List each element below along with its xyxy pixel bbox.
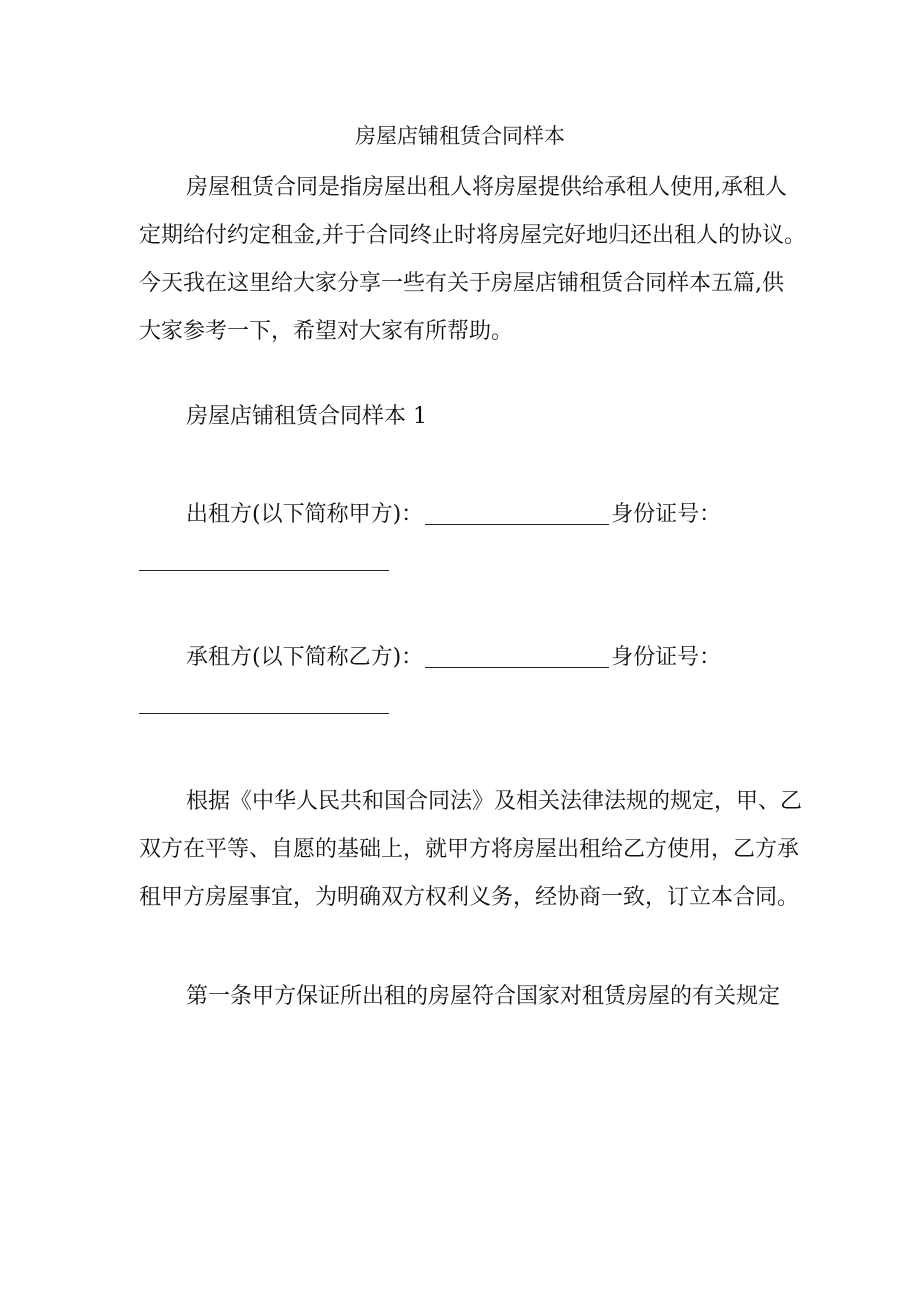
intro-line-3: 今天我在这里给大家分享一些有关于房屋店铺租赁合同样本五篇,供 — [139, 271, 784, 296]
lessor-label: 出租方(以下简称甲方)： — [186, 502, 424, 527]
basis-line-3: 租甲方房屋事宜，为明确双方权利义务，经协商一致，订立本合同。 — [139, 885, 800, 910]
lessee-line — [186, 642, 721, 674]
basis-line-2: 双方在平等、自愿的基础上，就甲方将房屋出租给乙方使用，乙方承 — [139, 837, 800, 862]
lessor-name-blank[interactable] — [425, 502, 609, 525]
lessor-id-label: 身份证号： — [611, 502, 722, 527]
lessor-id-blank[interactable] — [139, 570, 389, 571]
lessee-id-label: 身份证号： — [611, 645, 722, 670]
document-title: 房屋店铺租赁合同样本 — [355, 124, 565, 148]
intro-line-4: 大家参考一下，希望对大家有所帮助。 — [139, 319, 514, 344]
intro-line-2: 定期给付约定租金,并于合同终止时将房屋完好地归还出租人的协议。 — [139, 223, 806, 248]
article-1: 第一条甲方保证所出租的房屋符合国家对租赁房屋的有关规定 — [186, 984, 781, 1009]
lessor-line — [186, 499, 721, 531]
lessee-name-blank[interactable] — [425, 645, 609, 668]
intro-line-1: 房屋租赁合同是指房屋出租人将房屋提供给承租人使用,承租人 — [186, 175, 787, 200]
section-title: 房屋店铺租赁合同样本 1 — [186, 404, 427, 429]
lessee-label: 承租方(以下简称乙方)： — [186, 645, 424, 670]
basis-line-1: 根据《中华人民共和国合同法》及相关法律法规的规定，甲、乙 — [186, 789, 803, 814]
lessee-id-blank[interactable] — [139, 713, 389, 714]
